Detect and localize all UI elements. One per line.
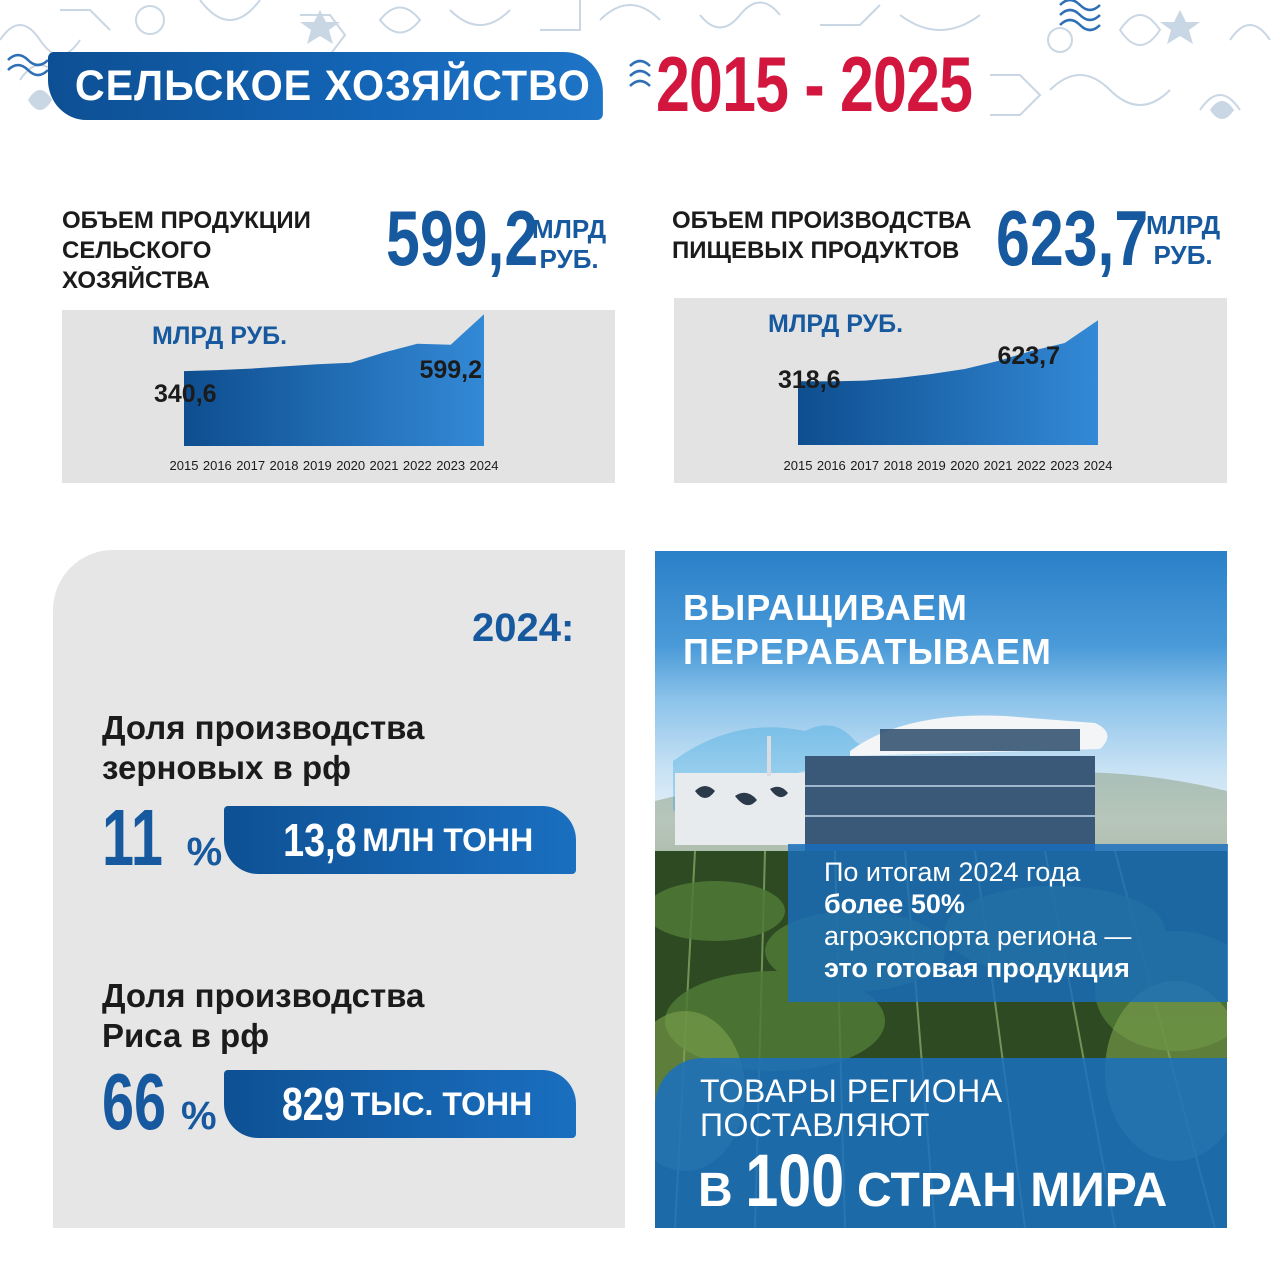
chart-panel-food — [674, 298, 1227, 483]
kpi-left-label-line: ОБЪЕМ ПРОДУКЦИИ — [62, 207, 311, 234]
grain-share-label-line: Доля производства — [102, 709, 425, 746]
x-tick-label: 2024 — [469, 458, 499, 473]
rice-amount-pill — [224, 1070, 576, 1138]
stats-year: 2024: — [472, 606, 575, 650]
x-tick-label: 2023 — [1050, 458, 1080, 473]
photo-heading-line: ПЕРЕРАБАТЫВАЕМ — [683, 631, 1052, 672]
kpi-left-label-line: СЕЛЬСКОГО — [62, 237, 212, 264]
agro-export-line: По итогам 2024 года — [824, 857, 1081, 887]
kpi-right-label — [672, 206, 971, 266]
rice-share-percent — [102, 1056, 217, 1148]
photo-heading-line: ВЫРАЩИВАЕМ — [683, 587, 968, 628]
grain-share-percent — [102, 792, 222, 884]
chart-ylabel: МЛРД РУБ. — [152, 322, 288, 350]
grain-percent-value: 11 — [102, 793, 163, 882]
kpi-left-label-line: ХОЗЯЙСТВА — [62, 267, 210, 294]
kpi-right-value: 623,7 — [996, 194, 1149, 282]
rice-amount-value: 829 — [281, 1078, 345, 1130]
area-series — [798, 320, 1098, 445]
chart-panel-agriculture — [62, 310, 615, 483]
export-prefix: В — [698, 1164, 733, 1217]
x-tick-label: 2018 — [883, 458, 913, 473]
data-label: 599,2 — [419, 356, 482, 384]
rice-share-label — [102, 976, 424, 1056]
kpi-right-unit — [1146, 210, 1220, 270]
agro-export-line: агроэкспорта региона — — [824, 921, 1132, 951]
grain-share-label — [102, 708, 424, 788]
rice-amount-unit: ТЫС. ТОНН — [350, 1085, 533, 1122]
agro-export-text — [824, 856, 1131, 984]
data-label: 318,6 — [778, 366, 841, 394]
x-tick-label: 2017 — [236, 458, 266, 473]
kpi-left-unit — [532, 214, 606, 274]
agro-export-line: это готовая продукция — [824, 953, 1130, 983]
rice-share-label-line: Доля производства — [102, 977, 425, 1014]
kpi-left-label — [62, 206, 311, 296]
x-tick-label: 2023 — [436, 458, 466, 473]
export-suffix: СТРАН МИРА — [857, 1164, 1168, 1217]
kpi-right-unit-line: РУБ. — [1153, 240, 1213, 270]
x-tick-label: 2021 — [983, 458, 1013, 473]
kpi-right-label-line: ПИЩЕВЫХ ПРОДУКТОВ — [672, 237, 960, 264]
x-tick-label: 2016 — [202, 458, 232, 473]
rice-percent-value: 66 — [102, 1057, 167, 1146]
kpi-right-unit-line: МЛРД — [1146, 210, 1221, 240]
x-tick-label: 2017 — [850, 458, 880, 473]
photo-heading — [683, 586, 1052, 674]
export-countries-text — [700, 1074, 1003, 1142]
title-years: 2015 - 2025 — [656, 40, 973, 128]
kpi-left-unit-line: МЛРД — [532, 214, 607, 244]
x-tick-label: 2018 — [269, 458, 299, 473]
export-countries-headline — [698, 1138, 1167, 1223]
kpi-left-value: 599,2 — [386, 194, 539, 282]
page-title: СЕЛЬСКОЕ ХОЗЯЙСТВО — [48, 52, 603, 120]
grain-amount-pill — [224, 806, 576, 874]
x-tick-label: 2020 — [950, 458, 980, 473]
rice-share-label-line: Риса в рф — [102, 1017, 270, 1054]
grain-amount-unit: МЛН ТОНН — [362, 821, 534, 858]
data-label: 623,7 — [997, 342, 1060, 370]
x-tick-label: 2024 — [1083, 458, 1113, 473]
x-tick-label: 2022 — [1016, 458, 1046, 473]
grain-percent-sign: % — [186, 830, 223, 874]
kpi-right-label-line: ОБЪЕМ ПРОИЗВОДСТВА — [672, 207, 972, 234]
kpi-left-unit-line: РУБ. — [539, 244, 599, 274]
data-label: 340,6 — [154, 380, 217, 408]
grain-amount-value: 13,8 — [282, 814, 357, 866]
chart-ylabel: МЛРД РУБ. — [768, 310, 904, 338]
grain-share-label-line: зерновых в рф — [102, 749, 352, 786]
export-number: 100 — [745, 1139, 845, 1222]
rice-percent-sign: % — [180, 1094, 217, 1138]
x-tick-label: 2015 — [169, 458, 199, 473]
x-tick-label: 2015 — [783, 458, 813, 473]
agro-export-line: более 50% — [824, 889, 965, 919]
x-tick-label: 2019 — [916, 458, 946, 473]
chart-agriculture-svg — [62, 310, 615, 483]
x-tick-label: 2022 — [402, 458, 432, 473]
x-tick-label: 2021 — [369, 458, 399, 473]
export-line: ТОВАРЫ РЕГИОНА — [700, 1073, 1003, 1109]
chart-food-svg — [674, 298, 1227, 483]
x-tick-label: 2016 — [816, 458, 846, 473]
export-line: ПОСТАВЛЯЮТ — [700, 1107, 930, 1143]
x-tick-label: 2020 — [336, 458, 366, 473]
x-tick-label: 2019 — [302, 458, 332, 473]
